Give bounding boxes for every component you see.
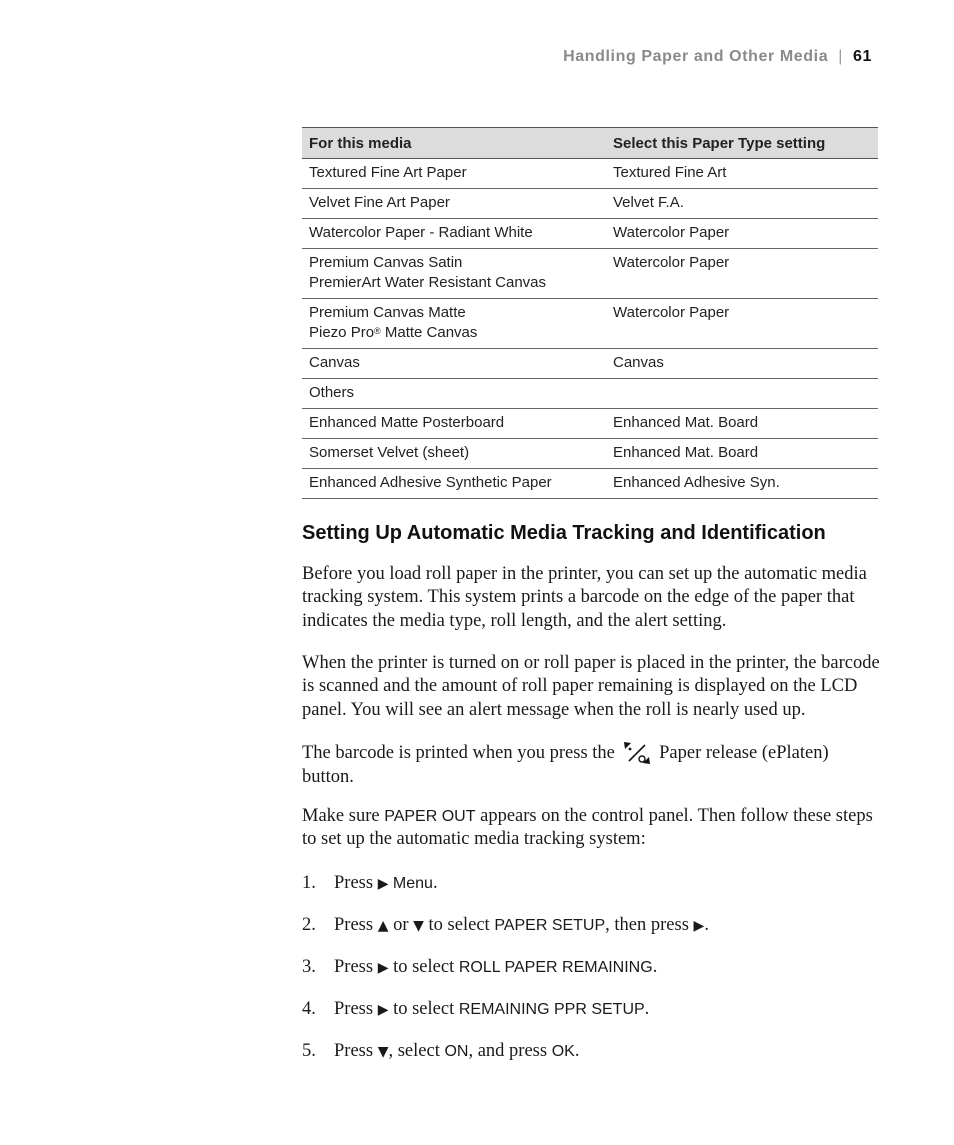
arrow-down-icon: ▼ bbox=[413, 918, 424, 934]
table-row bbox=[302, 159, 878, 189]
media-name: Canvas bbox=[309, 354, 360, 371]
step-text: . bbox=[652, 957, 658, 977]
step-number: 4. bbox=[302, 999, 316, 1019]
media-cell bbox=[302, 439, 606, 469]
media-name: Somerset Velvet (sheet) bbox=[309, 444, 470, 461]
section-heading: Setting Up Automatic Media Tracking and Identification bbox=[302, 522, 826, 544]
lcd-menu-item: ROLL PAPER REMAINING bbox=[458, 959, 653, 976]
setting-cell: Textured Fine Art bbox=[606, 159, 878, 189]
lcd-menu-item: REMAINING PPR SETUP bbox=[458, 1001, 645, 1018]
arrow-right-icon: ▶ bbox=[377, 960, 389, 976]
step-number: 5. bbox=[302, 1041, 316, 1061]
paragraph-text: appears on the control panel. Then follow these steps to set up the automatic media tracking system: bbox=[302, 806, 873, 850]
registered-mark: ® bbox=[374, 326, 381, 336]
media-cell bbox=[302, 469, 606, 499]
setting-cell bbox=[606, 379, 878, 409]
media-cell bbox=[302, 189, 606, 219]
step-text: . bbox=[704, 915, 709, 935]
step-number: 2. bbox=[302, 915, 316, 935]
step-text: or bbox=[388, 915, 414, 935]
media-name bbox=[309, 323, 599, 343]
media-name: Premium Canvas Satin bbox=[309, 254, 463, 271]
step-2 bbox=[302, 914, 709, 938]
media-cell bbox=[302, 379, 606, 409]
step-text: , and press bbox=[468, 1041, 552, 1061]
step-text: to select bbox=[423, 915, 495, 935]
lcd-message: PAPER OUT bbox=[384, 808, 476, 825]
table-row bbox=[302, 439, 878, 469]
media-cell bbox=[302, 349, 606, 379]
step-4 bbox=[302, 998, 649, 1022]
running-header bbox=[563, 48, 872, 66]
step-number: 3. bbox=[302, 957, 316, 977]
setting-cell: Watercolor Paper bbox=[606, 249, 878, 299]
step-text: . bbox=[574, 1041, 580, 1061]
arrow-up-icon: ▲ bbox=[377, 918, 389, 934]
lcd-menu-item: OK bbox=[551, 1043, 575, 1060]
step-text: Press bbox=[334, 999, 378, 1019]
table-row bbox=[302, 219, 878, 249]
paragraph-text: The barcode is printed when you press the bbox=[302, 743, 615, 763]
lcd-menu-item: Menu bbox=[388, 875, 433, 892]
step-text: . bbox=[432, 873, 438, 893]
lcd-menu-item: PAPER SETUP bbox=[494, 917, 606, 934]
table-row bbox=[302, 299, 878, 349]
media-cell bbox=[302, 219, 606, 249]
step-text: Press bbox=[334, 1041, 378, 1061]
step-text: Press bbox=[334, 873, 378, 893]
media-cell bbox=[302, 249, 606, 299]
step-1 bbox=[302, 872, 438, 896]
arrow-down-icon: ▼ bbox=[377, 1044, 389, 1060]
setting-cell: Velvet F.A. bbox=[606, 189, 878, 219]
table-row bbox=[302, 469, 878, 499]
step-text: , select bbox=[388, 1041, 445, 1061]
media-name-part: Matte Canvas bbox=[380, 324, 478, 341]
column-header-media: For this media bbox=[302, 128, 606, 159]
step-text: , then press bbox=[605, 915, 694, 935]
step-text: to select bbox=[388, 957, 459, 977]
table-row bbox=[302, 189, 878, 219]
setting-cell: Enhanced Adhesive Syn. bbox=[606, 469, 878, 499]
step-text: Press bbox=[334, 957, 378, 977]
media-name: PremierArt Water Resistant Canvas bbox=[309, 274, 547, 291]
step-number: 1. bbox=[302, 873, 316, 893]
paragraph-paper-out bbox=[302, 805, 882, 852]
media-name: Enhanced Matte Posterboard bbox=[309, 414, 505, 431]
arrow-right-icon: ▶ bbox=[693, 918, 705, 934]
table-row bbox=[302, 249, 878, 299]
table-row bbox=[302, 409, 878, 439]
paper-release-icon bbox=[622, 740, 652, 766]
setting-cell: Canvas bbox=[606, 349, 878, 379]
step-5 bbox=[302, 1040, 579, 1064]
media-name: Velvet Fine Art Paper bbox=[309, 194, 450, 211]
paragraph-barcode-print bbox=[302, 740, 882, 789]
paragraph-barcode-scan: When the printer is turned on or roll paper is placed in the printer, the barcode is scanned and the amount of roll paper remaining is displayed on the LCD panel. You will see an alert message when the roll is nearly used up. bbox=[302, 653, 880, 720]
header-separator: | bbox=[838, 48, 843, 65]
media-cell bbox=[302, 159, 606, 189]
step-text: . bbox=[644, 999, 650, 1019]
setting-cell: Enhanced Mat. Board bbox=[606, 439, 878, 469]
media-name: Textured Fine Art Paper bbox=[309, 164, 467, 181]
arrow-right-icon: ▶ bbox=[377, 876, 389, 892]
table-header-row bbox=[302, 128, 878, 159]
arrow-right-icon: ▶ bbox=[377, 1002, 389, 1018]
media-cell bbox=[302, 299, 606, 349]
media-name: Enhanced Adhesive Synthetic Paper bbox=[309, 474, 552, 491]
media-paper-type-table bbox=[302, 127, 878, 499]
media-group-label: Others bbox=[309, 384, 355, 401]
setting-cell: Enhanced Mat. Board bbox=[606, 409, 878, 439]
lcd-menu-item: ON bbox=[444, 1043, 469, 1060]
media-name-part: Piezo Pro bbox=[309, 324, 375, 341]
step-text: to select bbox=[388, 999, 459, 1019]
page-number: 61 bbox=[853, 48, 872, 65]
media-name: Watercolor Paper - Radiant White bbox=[309, 224, 533, 241]
paragraph-intro: Before you load roll paper in the printer, you can set up the automatic media tracking system. This system prints a barcode on the edge of the paper that indicates the media type, roll length, and the alert setting. bbox=[302, 564, 867, 631]
header-title: Handling Paper and Other Media bbox=[563, 48, 829, 65]
step-text: Press bbox=[334, 915, 378, 935]
paragraph-text: Make sure bbox=[302, 806, 380, 826]
media-name: Premium Canvas Matte bbox=[309, 304, 466, 321]
setting-cell: Watercolor Paper bbox=[606, 299, 878, 349]
step-3 bbox=[302, 956, 657, 980]
paragraph-text: Paper release (ePlaten) button. bbox=[302, 743, 829, 787]
table-row bbox=[302, 379, 878, 409]
table-row bbox=[302, 349, 878, 379]
column-header-setting: Select this Paper Type setting bbox=[606, 128, 878, 159]
media-cell bbox=[302, 409, 606, 439]
setting-cell: Watercolor Paper bbox=[606, 219, 878, 249]
